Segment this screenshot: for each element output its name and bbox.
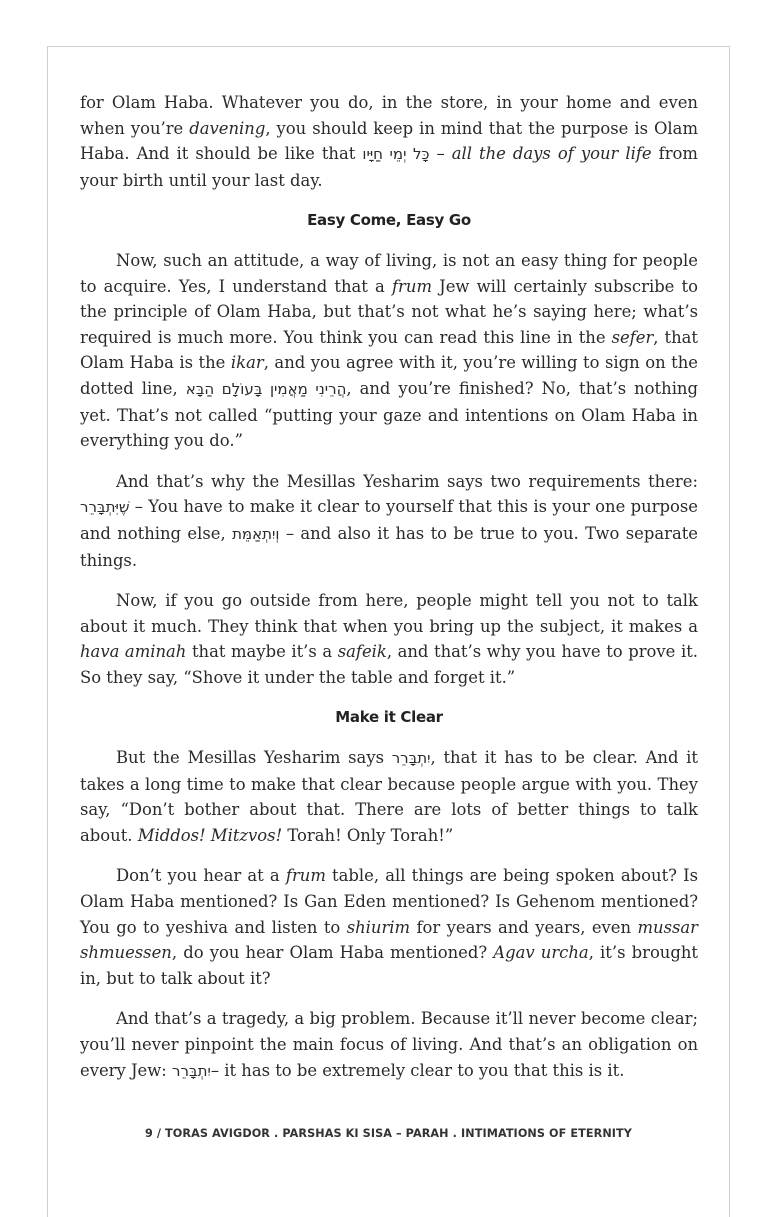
page-body [80, 90, 698, 1099]
italic-text: hava aminah [80, 642, 187, 662]
italic-text: shiurim [346, 917, 411, 937]
text-segment: And that’s why the Mesillas Yesharim says two requirements there: [116, 471, 698, 491]
page-footer: 9 / TORAS AVIGDOR . PARSHAS KI SISA – PARAH . INTIMATIONS OF ETERNITY [144, 1127, 632, 1140]
paragraph [80, 1006, 698, 1084]
text-segment: , and that’s why you have to prove it. So they say, “Shove it under the table and forget it.” [80, 642, 698, 687]
text-segment: table, all things are being spoken about? Is Olam Haba mentioned? Is Gan Eden mentioned? Is Gehenom mentioned? You go to yeshiva and listen to [80, 866, 699, 937]
text-segment: But the Mesillas Yesharim says [116, 748, 392, 768]
paragraph [80, 469, 698, 573]
hebrew-text: יִתְבָּרֵר [391, 749, 431, 768]
text-segment: Now, if you go outside from here, people might tell you not to talk about it much. They think that when you bring up the subject, it makes a [80, 591, 698, 636]
text-segment: And that’s a tragedy, a big problem. Because it’ll never become clear; you’ll never pinpoint the main focus of living. And that’s an obligation on every Jew: [80, 1009, 698, 1080]
hebrew-text: יִתְבָּרֵר [172, 1061, 211, 1080]
hebrew-text: שֶׁיִּתְבָּרֵר [80, 498, 130, 517]
italic-text: all the days of your life [451, 144, 652, 164]
text-segment: Don’t you hear at a [116, 866, 286, 886]
text-segment: , and you’re finished? No, that’s nothing yet. That’s not called “putting your gaze and intentions on Olam Haba in everything you do.” [80, 378, 698, 451]
text-segment: , that Olam Haba is the [80, 327, 699, 373]
text-segment: Jew will certainly subscribe to the principle of Olam Haba, but that’s not what he’s saying here; what’s required is much more. You think you can read this line in the [80, 276, 698, 347]
italic-text: frum [391, 276, 432, 296]
paragraph [80, 90, 698, 193]
text-segment: for years and years, even [410, 917, 638, 937]
paragraph [80, 248, 698, 454]
text-segment: , that it has to be clear. And it takes a long time to make that clear because people argue with you. They say, “Don’t bother about that. There are lots of better things to talk about. [80, 748, 698, 845]
italic-text: ikar [230, 353, 264, 373]
hebrew-text: הֲרֵינִי מַאֲמִין בָּעוֹלָם הַבָּא [185, 379, 347, 398]
hebrew-text: וְיִתְאַמֵּת [232, 524, 280, 543]
italic-text: davening [189, 118, 266, 138]
italic-text: mussar shmuessen [80, 917, 699, 963]
italic-text: Middos! Mitzvos! [137, 825, 283, 845]
section-heading: Easy Come, Easy Go [307, 211, 471, 230]
paragraph [80, 588, 698, 690]
text-segment: – it has to be extremely clear to you that this is it. [210, 1060, 625, 1080]
text-segment: – You have to make it clear to yourself that this is your one purpose and nothing else, [80, 497, 698, 543]
italic-text: frum [285, 866, 326, 886]
italic-text: sefer [611, 327, 654, 347]
text-segment: from your birth until your last day. [80, 144, 698, 190]
text-segment: for Olam Haba. Whatever you do, in the store, in your home and even when you’re [80, 93, 698, 138]
text-segment: Torah! Only Torah!” [282, 825, 454, 845]
hebrew-text: כָּל יְמֵי חַיָּיו [362, 145, 430, 164]
text-segment: , do you hear Olam Haba mentioned? [171, 943, 494, 963]
paragraph [80, 863, 698, 991]
text-segment: that maybe it’s a [186, 642, 338, 662]
text-segment: , you should keep in mind that the purpose is Olam Haba. And it should be like that [80, 118, 698, 164]
text-segment: , it’s brought in, but to talk about it? [80, 943, 699, 988]
text-segment: – and also it has to be true to you. Two separate things. [80, 523, 699, 570]
italic-text: Agav urcha [493, 943, 589, 963]
section-heading: Make it Clear [335, 708, 443, 727]
text-segment: – [429, 144, 452, 164]
text-segment: , and you agree with it, you’re willing to sign on the dotted line, [80, 353, 698, 398]
text-segment: Now, such an attitude, a way of living, is not an easy thing for people to acquire. Yes, I understand that a [80, 250, 698, 296]
paragraph [80, 745, 698, 848]
document-page [47, 46, 730, 1217]
italic-text: safeik [337, 642, 387, 662]
